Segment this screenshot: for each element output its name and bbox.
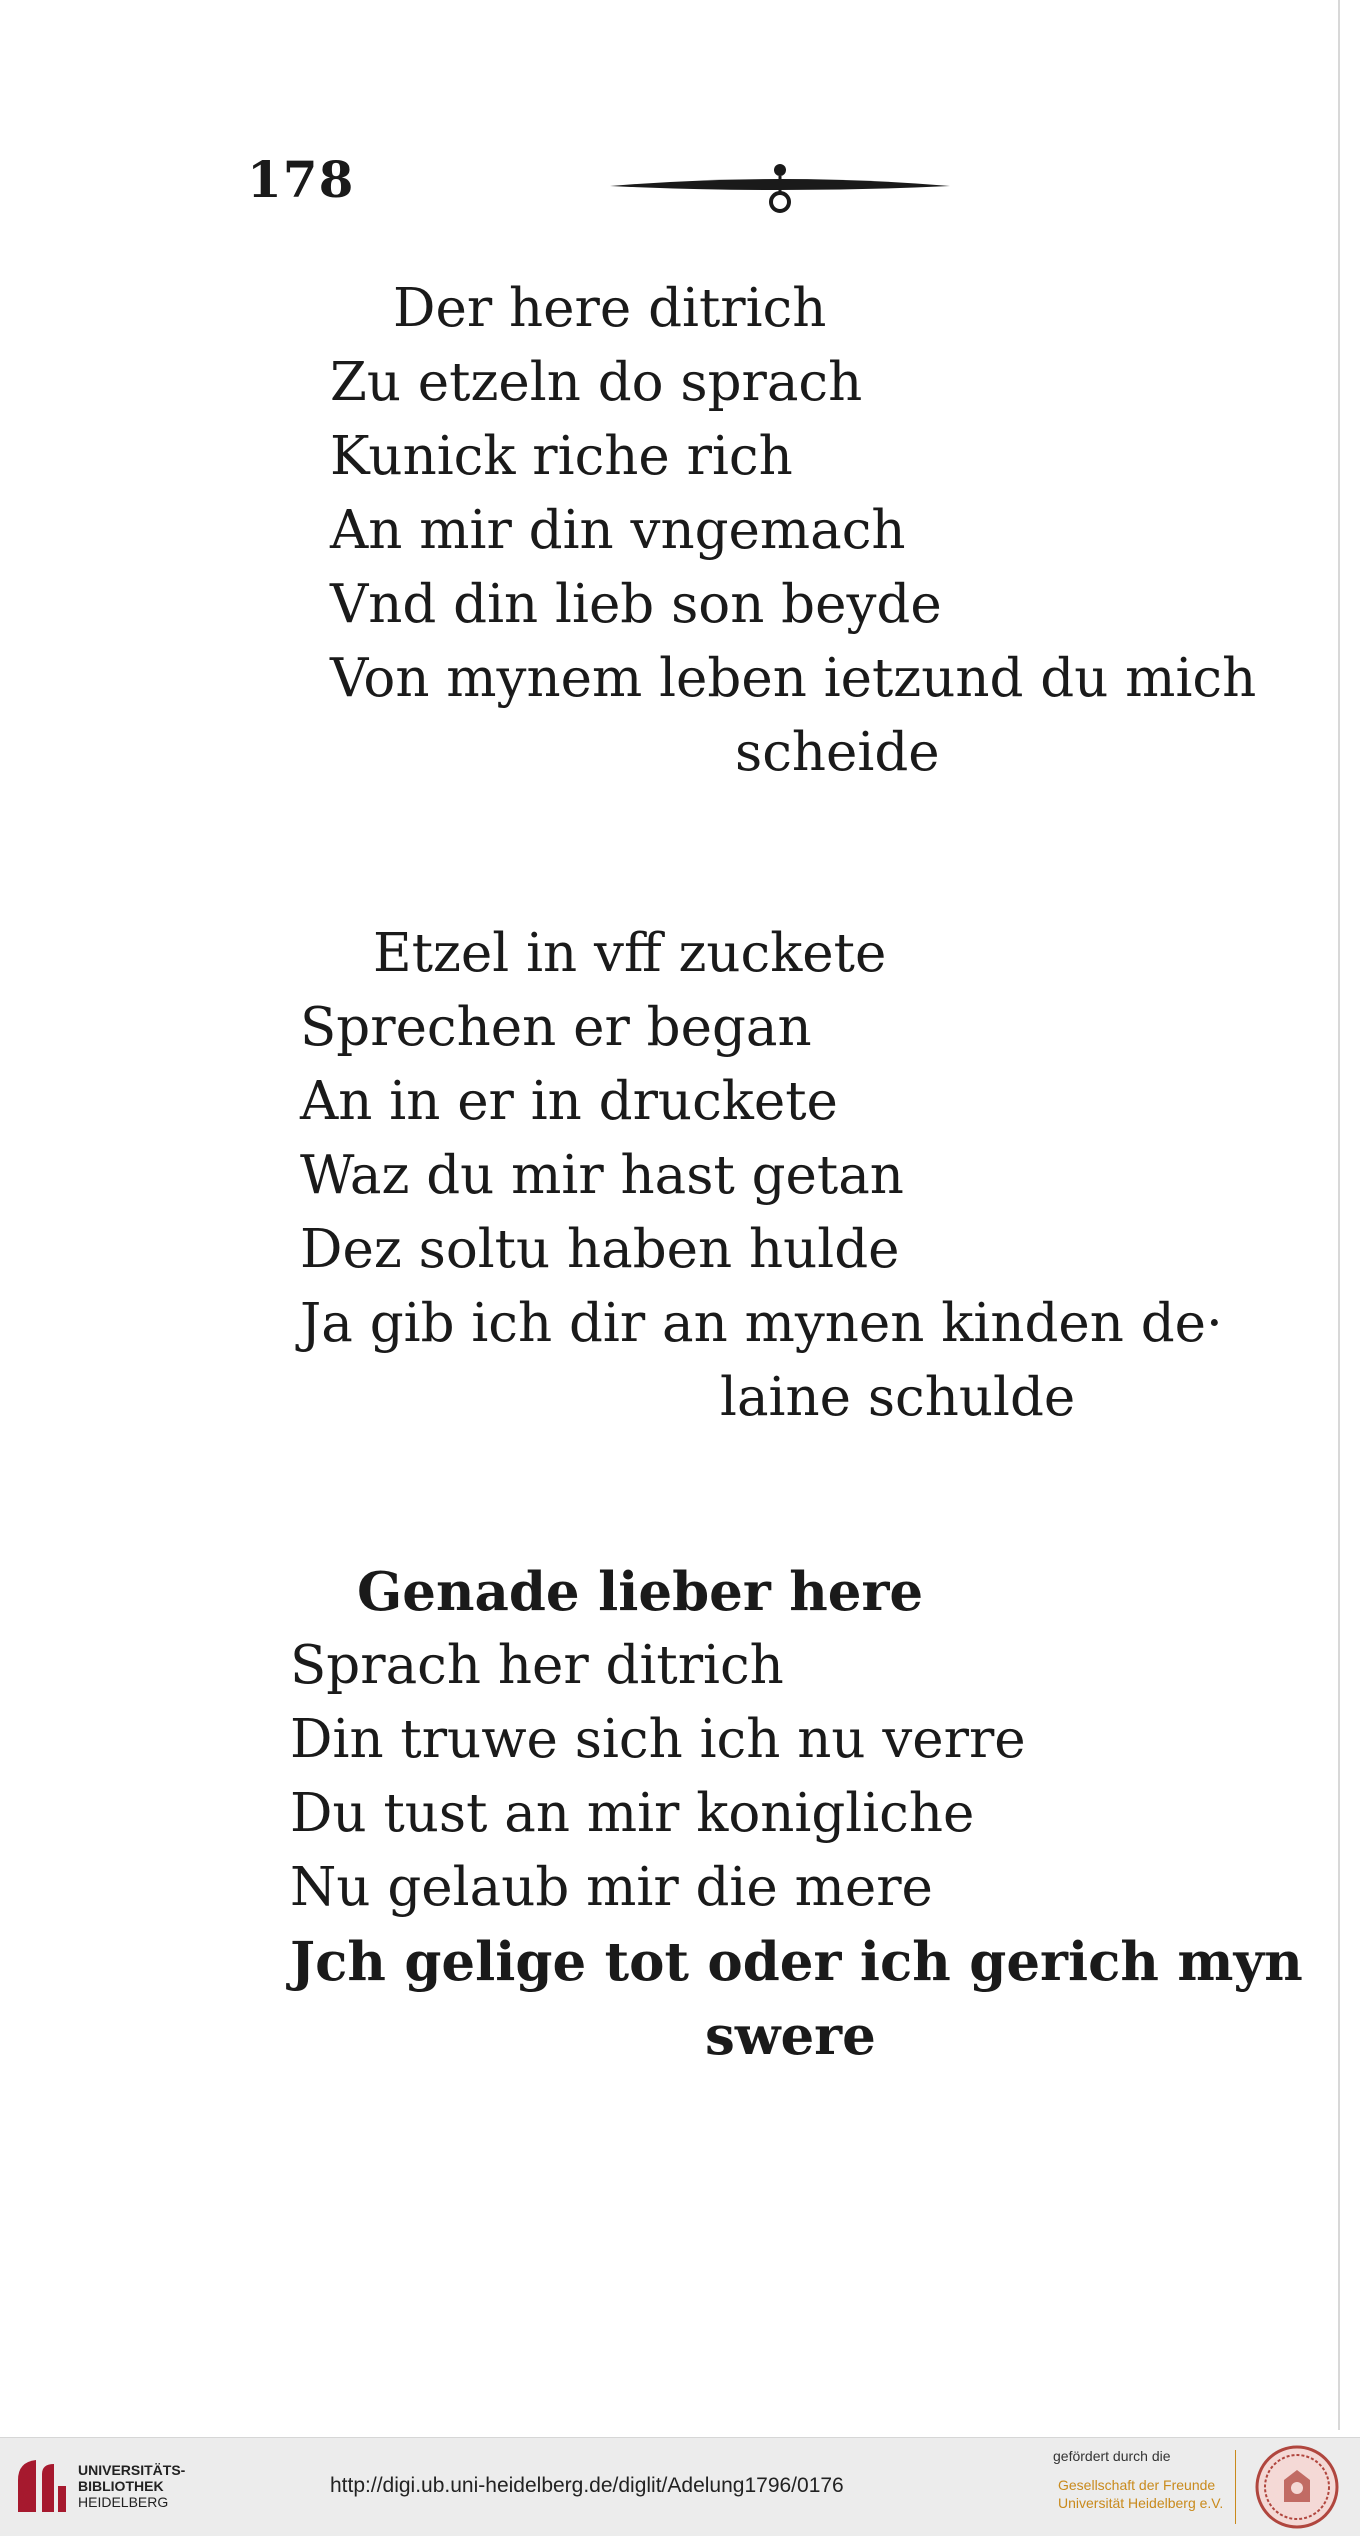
- verse-line: Zu etzeln do sprach: [330, 352, 863, 413]
- verse-line: Waz du mir hast getan: [300, 1145, 904, 1206]
- page-number: 178: [247, 150, 355, 209]
- society-line: Universität Heidelberg e.V.: [1058, 2495, 1224, 2511]
- society-line: Gesellschaft der Freunde: [1058, 2477, 1216, 2493]
- verse-line: Sprechen er began: [300, 997, 812, 1058]
- verse-continuation: scheide: [735, 722, 940, 783]
- verse-line: An in er in druckete: [300, 1071, 838, 1132]
- stanza-3: [290, 1555, 1303, 2073]
- verse-line: Genade lieber here: [357, 1561, 924, 1623]
- verse-line: Etzel in vff zuckete: [373, 923, 887, 984]
- footer-divider: [1235, 2450, 1236, 2524]
- page-edge: [1338, 0, 1340, 2430]
- library-name: [78, 2462, 185, 2510]
- library-name-line: BIBLIOTHEK: [78, 2478, 164, 2494]
- footer-bar: [0, 2437, 1360, 2536]
- verse-line: Dez soltu haben hulde: [300, 1219, 900, 1280]
- university-seal-icon: [1254, 2444, 1340, 2530]
- library-name-line: HEIDELBERG: [78, 2494, 169, 2510]
- permalink-url[interactable]: http://digi.ub.uni-heidelberg.de/diglit/Adelung1796/0176: [330, 2474, 844, 2497]
- verse-line: Du tust an mir konigliche: [290, 1783, 975, 1844]
- verse-line: Jch gelige tot oder ich gerich myn: [290, 1931, 1303, 1993]
- sponsor-note: gefördert durch die: [1053, 2448, 1171, 2464]
- verse-continuation: laine schulde: [720, 1367, 1076, 1428]
- library-name-line: UNIVERSITÄTS-: [78, 2462, 186, 2478]
- stanza-2: [300, 917, 1223, 1435]
- university-library-logo-icon: [14, 2456, 70, 2516]
- verse-line: An mir din vngemach: [330, 500, 906, 561]
- verse-line: Ja gib ich dir an mynen kinden de·: [300, 1293, 1223, 1354]
- stanza-1: [330, 272, 1256, 790]
- verse-line: Der here ditrich: [393, 278, 827, 339]
- ornament-divider: [610, 158, 950, 218]
- verse-line: Kunick riche rich: [330, 426, 793, 487]
- verse-continuation: swere: [705, 2005, 876, 2067]
- verse-line: Nu gelaub mir die mere: [290, 1857, 933, 1918]
- verse-line: Din truwe sich ich nu verre: [290, 1709, 1026, 1770]
- verse-line: Sprach her ditrich: [290, 1635, 784, 1696]
- sponsor-society: [1058, 2476, 1223, 2512]
- verse-line: Von mynem leben ietzund du mich: [330, 648, 1257, 709]
- verse-line: Vnd din lieb son beyde: [330, 574, 942, 635]
